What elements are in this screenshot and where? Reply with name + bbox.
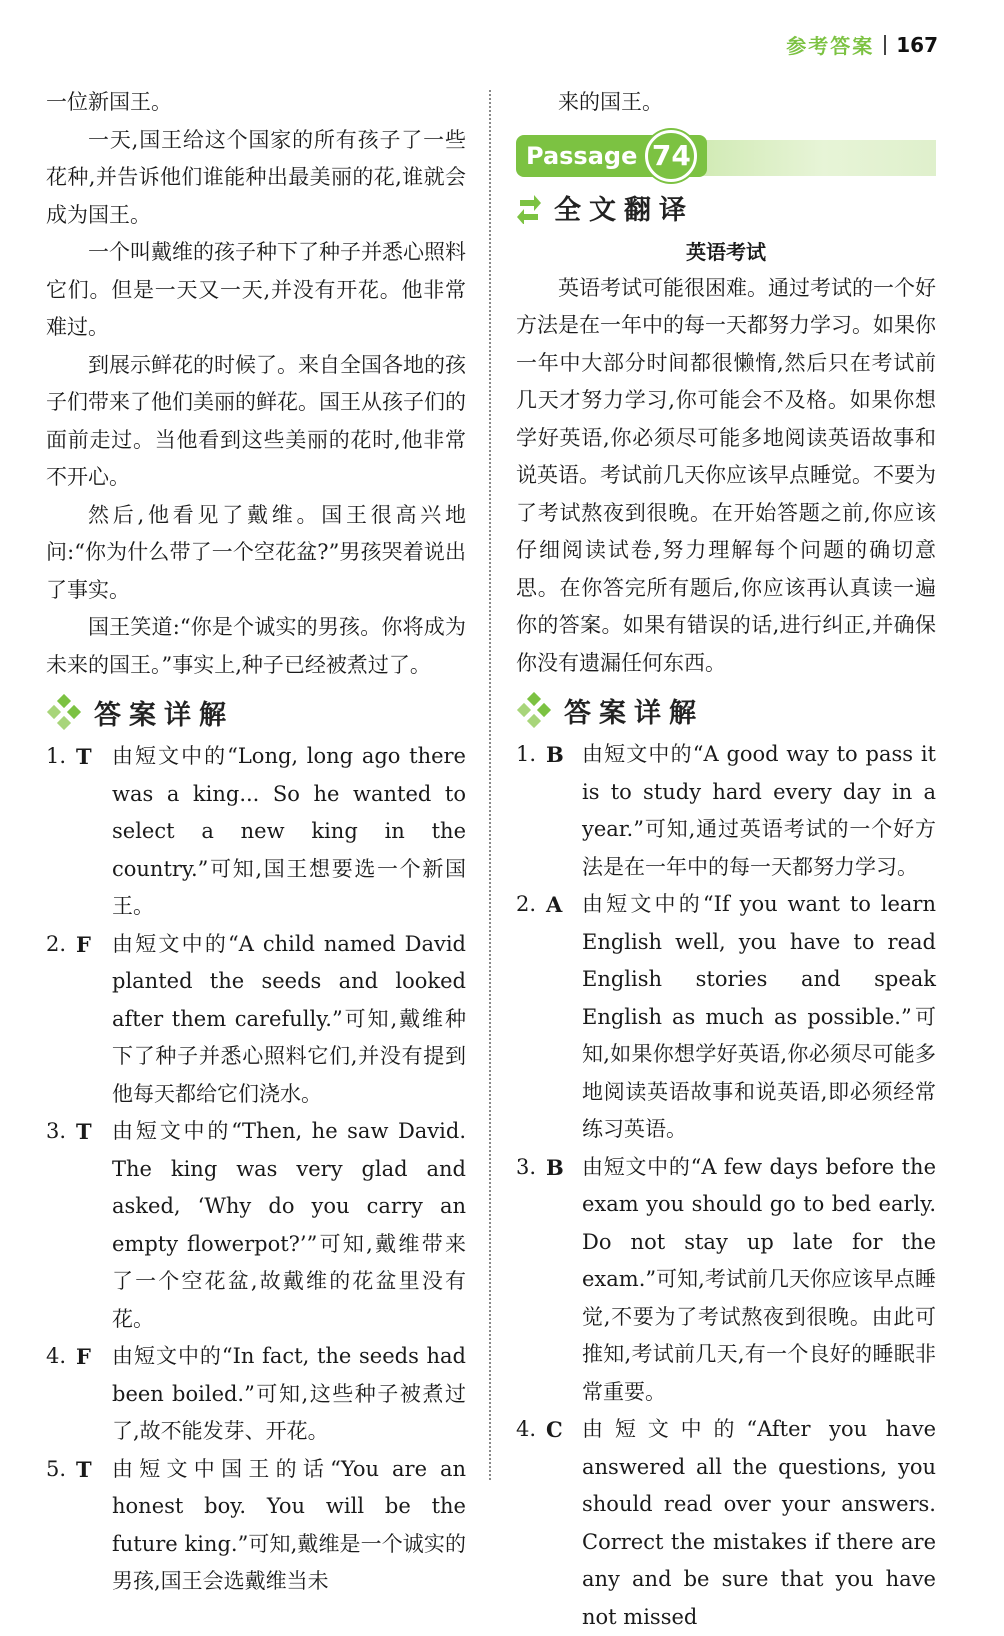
story-paragraph: 一位新国王。 <box>46 90 172 114</box>
answer-key: A <box>546 892 563 917</box>
answer-item <box>46 738 466 926</box>
answer-explanation: 由短文中的“In fact, the seeds had been boiled.”可知,这些种子被煮过了,故不能发芽、开花。 <box>112 1344 466 1443</box>
answer-item <box>516 886 936 1149</box>
story-paragraph: 然后,他看见了戴维。国王很高兴地问:“你为什么带了一个空花盆?”男孩哭着说出了事实。 <box>46 502 466 602</box>
diamonds-icon <box>516 692 552 728</box>
right-column <box>516 84 936 1636</box>
answer-explanation: 由短文中的“A child named David planted the seeds and looked after them carefully.”可知,戴维种下了种子并悉心照料它们,并没有提到他每天都给它们浇水。 <box>112 931 466 1106</box>
story-continuation: 来的国王。 <box>558 90 663 114</box>
answer-key: C <box>546 1417 563 1442</box>
diamonds-icon <box>46 694 82 730</box>
answer-number: 3. <box>46 1119 67 1143</box>
column-divider <box>489 90 491 1480</box>
passage-number: 74 <box>645 130 697 182</box>
answer-key: T <box>76 1456 92 1482</box>
answer-item <box>46 1338 466 1451</box>
passage-tag <box>516 135 707 177</box>
passage-banner <box>516 132 936 180</box>
answer-number: 5. <box>46 1456 67 1481</box>
answer-item <box>46 926 466 1114</box>
story-paragraph: 一天,国王给这个国家的所有孩子了一些花种,并告诉他们谁能种出最美丽的花,谁就会成为国王。 <box>46 127 466 227</box>
answer-section-heading <box>516 688 936 732</box>
answer-key: T <box>76 744 92 769</box>
answer-number: 4. <box>46 1344 67 1368</box>
answer-number: 1. <box>516 742 537 766</box>
page-header <box>786 30 938 59</box>
answer-explanation: 由短文中的“Long, long ago there was a king... So he wanted to select a new king in the country.”可知,国王想要选一个新国王。 <box>112 744 466 918</box>
answer-key: B <box>546 1154 564 1180</box>
answer-explanation: 由短文中的“A few days before the exam you should go to bed early. Do not stay up late for the exam.”可知,考试前几天你应该早点睡觉,不要为了考试熬夜到很晚。由此可推知,考试前几天,有一个良好的睡眠非常重要。 <box>582 1154 936 1404</box>
swap-arrows-icon <box>516 192 542 224</box>
answer-item <box>46 1451 466 1601</box>
translation-heading <box>516 186 936 230</box>
answer-explanation: 由短文中的“After you have answered all the questions, you should read over your answers. Correct the mistakes if there are any and be sure that you have not missed <box>582 1417 936 1629</box>
answer-item <box>516 1149 936 1412</box>
passage-label: Passage <box>526 141 638 170</box>
answer-number: 1. <box>46 744 67 768</box>
story-paragraph: 一个叫戴维的孩子种下了种子并悉心照料它们。但是一天又一天,并没有开花。他非常难过。 <box>46 240 466 339</box>
section-title: 答案详解 <box>564 697 704 729</box>
answer-explanation: 由短文中国王的话“You are an honest boy. You will be the future king.”可知,戴维是一个诚实的男孩,国王会选戴维当未 <box>112 1456 466 1593</box>
section-title: 答案详解 <box>94 699 234 731</box>
answer-number: 2. <box>516 892 537 916</box>
answer-explanation: 由短文中的“If you want to learn English well, you have to read English stories and speak English as much as possible.”可知,如果你想学好英语,你必须尽可能多地阅读英语故事和说英语,即必须经常练习英语。 <box>582 892 936 1141</box>
page-number: 167 <box>896 32 938 57</box>
answer-item <box>46 1113 466 1338</box>
header-divider <box>884 35 886 55</box>
answer-key: B <box>546 742 564 767</box>
answer-key: F <box>76 931 91 957</box>
article-paragraph: 英语考试可能很困难。通过考试的一个好方法是在一年中的每一天都努力学习。如果你一年中大部分时间都很懒惰,然后只在考试前几天才努力学习,你可能会不及格。如果你想学好英语,你必须尽可能多地阅读英语故事和说英语。考试前几天你应该早点睡觉。不要为了考试熬夜到很晚。在开始答题之前,你应该仔细阅读试卷,努力理解每个问题的确切意思。在你答完所有题后,你应该再认真读一遍你的答案。如果有错误的话,进行纠正,并确保你没有遗漏任何东西。 <box>516 275 936 675</box>
answer-number: 3. <box>516 1154 537 1179</box>
header-section-title: 参考答案 <box>786 34 875 58</box>
answer-section-heading <box>46 690 466 734</box>
answer-explanation: 由短文中的“Then, he saw David. The king was very glad and asked, ‘Why do you carry an empty flowerpot?’”可知,戴维带来了一个空花盆,故戴维的花盆里没有花。 <box>112 1119 466 1331</box>
article-title: 英语考试 <box>686 239 766 264</box>
story-paragraph: 国王笑道:“你是个诚实的男孩。你将成为未来的国王。”事实上,种子已经被煮过了。 <box>46 615 466 677</box>
answer-item <box>516 736 936 886</box>
section-title: 全文翻译 <box>554 195 694 226</box>
answer-key: F <box>76 1344 91 1369</box>
story-paragraph: 到展示鲜花的时候了。来自全国各地的孩子们带来了他们美丽的鲜花。国王从孩子们的面前走过。当他看到这些美丽的花时,他非常不开心。 <box>46 352 466 489</box>
answer-number: 2. <box>46 931 67 956</box>
answer-item <box>516 1411 936 1636</box>
left-column <box>46 84 466 1601</box>
answer-explanation: 由短文中的“A good way to pass it is to study hard every day in a year.”可知,通过英语考试的一个好方法是在一年中的每一天都努力学习。 <box>582 742 936 879</box>
answer-key: T <box>76 1119 92 1144</box>
answer-number: 4. <box>516 1417 537 1441</box>
